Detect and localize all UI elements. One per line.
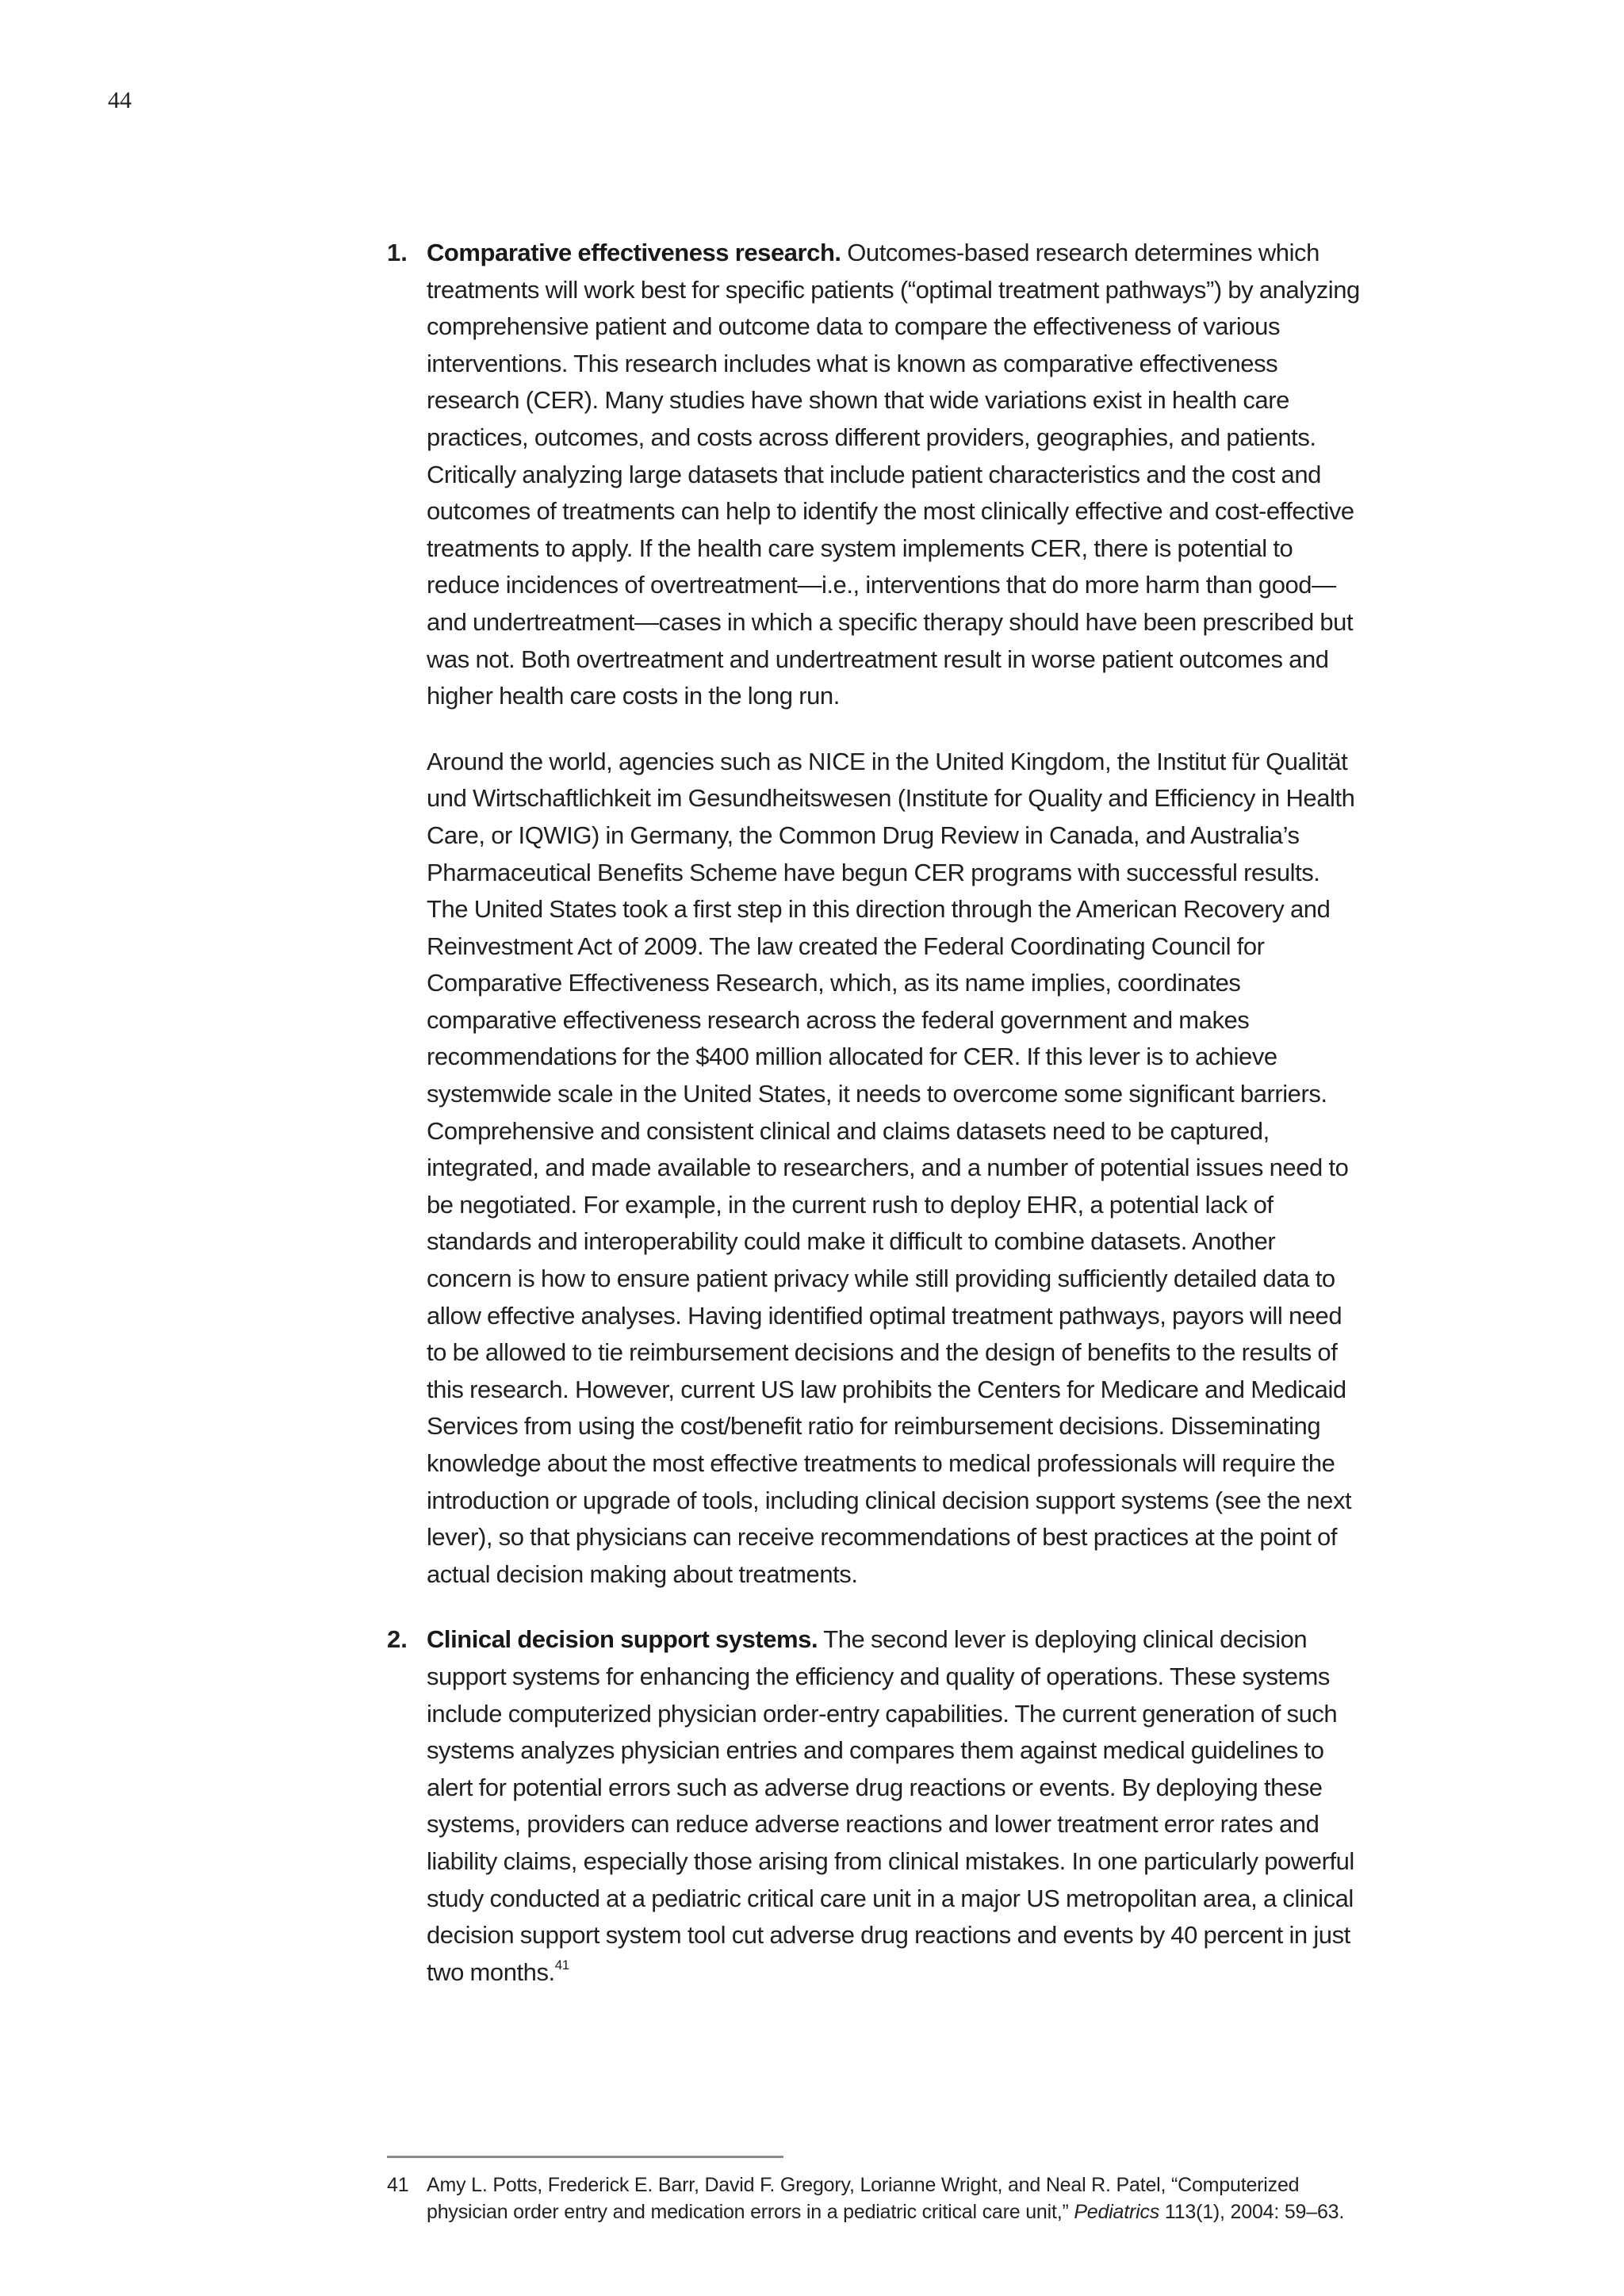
footnote-citation: 113(1), 2004: 59–63. [1159,2200,1345,2223]
paragraph-text: Outcomes-based research determines which treatments will work best for specific patients (“optimal treatment pathways”) by analyzing comprehensive patient and outcome data to compare the effectiveness of various interventions. This research includes what is known as comparative effectiveness research (CER). Many studies have shown that wide variations exist in health care practices, outcomes, and costs across different providers, geographies, and patients. Critically analyzing large datasets that include patient characteristics and the cost and outcomes of treatments can help to identify the most clinically effective and cost-effective treatments to apply. If the health care system implements CER, there is potential to reduce incidences of overtreatment—i.e., interventions that do more harm than good—and undertreatment—cases in which a specific therapy should have been prescribed but was not. Both overtreatment and undertreatment result in worse patient outcomes and higher health care costs in the long run. [427,239,1360,710]
paragraph-text: The second lever is deploying clinical decision support systems for enhancing the efficiency and quality of operations. These systems include computerized physician order-entry capabilities. The current generation of such systems analyzes physician entries and compares them against medical guidelines to alert for potential errors such as adverse drug reactions or events. By deploying these systems, providers can reduce adverse reactions and lower treatment error rates and liability claims, especially those arising from clinical mistakes. In one particularly powerful study conducted at a pediatric critical care unit in a major US metropolitan area, a clinical decision support system tool cut adverse drug reactions and events by 40 percent in just two months. [427,1625,1354,1986]
footnotes [387,2172,1364,2225]
list-item-heading: Comparative effectiveness research. [427,239,841,266]
paragraph-text: Around the world, agencies such as NICE in the United Kingdom, the Institut für Qualität und Wirtschaftlichkeit im Gesundheitswesen (Institute for Quality and Efficiency in Health Care, or IQWIG) in Germany, the Common Drug Review in Canada, and Australia’s Pharmaceutical Benefits Scheme have begun CER programs with successful results. The United States took a first step in this direction through the American Recovery and Reinvestment Act of 2009. The law created the Federal Coordinating Council for Comparative Effectiveness Research, which, as its name implies, coordinates comparative effectiveness research across the federal government and makes recommendations for the $400 million allocated for CER. If this lever is to achieve systemwide scale in the United States, it needs to overcome some significant barriers. Comprehensive and consistent clinical and claims datasets need to be captured, integrated, and made available to researchers, and a number of potential issues need to be negotiated. For example, in the current rush to deploy EHR, a potential lack of standards and interoperability could make it difficult to combine datasets. Another concern is how to ensure patient privacy while still providing sufficiently detailed data to allow effective analyses. Having identified optimal treatment pathways, payors will need to be allowed to tie reimbursement decisions and the design of benefits to the results of this research. However, current US law prohibits the Centers for Medicare and Medicaid Services from using the cost/benefit ratio for reimbursement decisions. Disseminating knowledge about the most effective treatments to medical professionals will require the introduction or upgrade of tools, including clinical decision support systems (see the next lever), so that physicians can receive recommendations of best practices at the point of actual decision making about treatments. [427,747,1355,1588]
paragraph [427,1621,1364,1991]
list-item-clinical-decision-support [387,1621,1364,1991]
list-item-number: 1. [387,239,408,266]
footnote [387,2172,1364,2225]
list-item-heading: Clinical decision support systems. [427,1625,818,1654]
footnote-divider [387,2156,783,2158]
footnote-number: 41 [387,2174,409,2196]
page-number: 44 [108,87,132,113]
main-content [387,235,1364,1991]
footnote-text: Amy L. Potts, Frederick E. Barr, David F. Gregory, Lorianne Wright, and Neal R. Patel, “Computerized physician order entry and medication errors in a pediatric critical care unit,” [427,2174,1300,2223]
paragraph [427,235,1364,715]
list-item-number: 2. [387,1625,408,1654]
footnote-journal: Pediatrics [1074,2200,1160,2223]
footnote-reference: 41 [554,1957,569,1973]
list-item-comparative-effectiveness [387,235,1364,1593]
paragraph [427,744,1364,1594]
